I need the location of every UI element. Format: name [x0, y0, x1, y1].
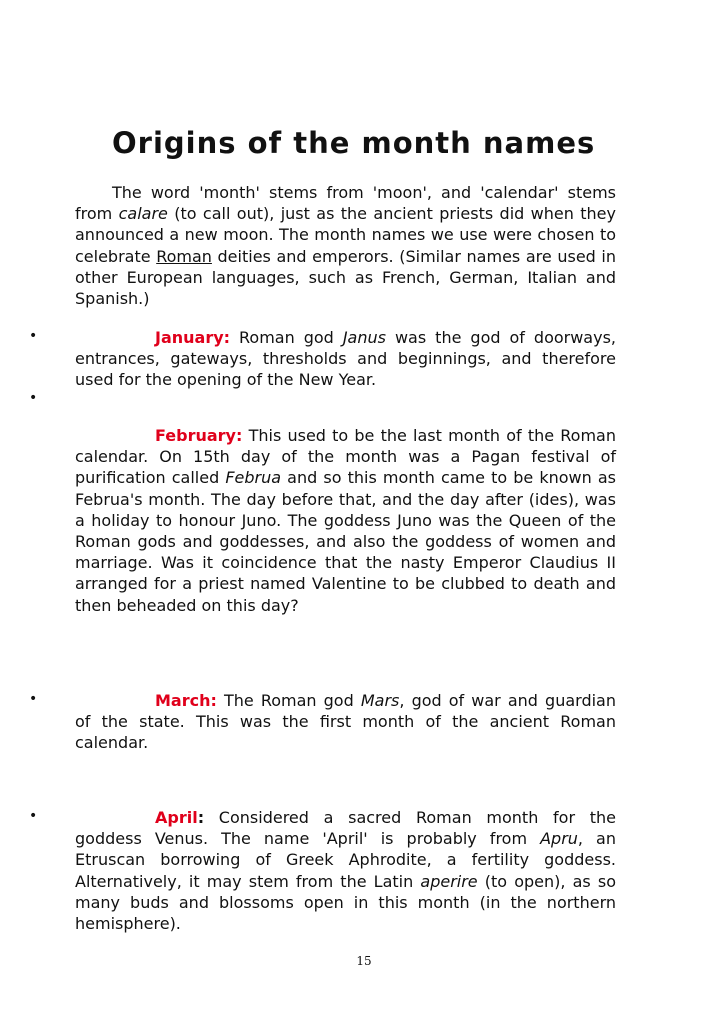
month-italic: Apru [540, 829, 578, 849]
intro-underlined-roman: Roman [156, 246, 212, 266]
month-text: , god of war and guardian of the state. This was the first month of the ancient Roman calendar. [75, 691, 616, 753]
bullet-march: • [29, 691, 38, 707]
month-italic: Februa [225, 468, 282, 488]
month-italic: Mars [360, 691, 400, 710]
month-name-april: April [155, 808, 198, 827]
month-italic: aperire [420, 871, 478, 891]
month-text: Roman god [230, 328, 343, 347]
month-name-march: March: [155, 691, 217, 710]
month-text: The Roman god [216, 691, 361, 710]
month-april [75, 807, 616, 934]
month-name-february: February: [155, 426, 243, 445]
month-italic: Janus [342, 328, 386, 347]
month-january [75, 327, 616, 391]
intro-paragraph [75, 182, 616, 309]
month-name-january: January: [155, 328, 231, 347]
bullet-empty: • [29, 390, 38, 406]
month-text: and so this month came to be known as Februa's month. The day before that, and the day after (ides), was a holiday to honour Juno. The goddess Juno was the Queen of the Roman gods and goddesses, and also the goddess of women and marriage. Was it coincidence that the nasty Emperor Claudius II arranged for a priest named Valentine to be clubbed to death and then beheaded on this day? [75, 468, 616, 615]
month-colon: : [197, 808, 205, 827]
intro-italic-calare: calare [118, 204, 168, 224]
month-text: (to open), as so many buds and blossoms open in this month (in the northern hemisphere). [75, 871, 616, 934]
bullet-january: • [29, 328, 38, 344]
month-february [75, 425, 616, 616]
month-text: , an Etruscan borrowing of Greek Aphrodite, a fertility goddess. Alternatively, it may stem from the Latin [75, 829, 616, 891]
month-march [75, 690, 616, 754]
page-title: Origins of the month names [112, 126, 596, 160]
intro-text: The word 'month' stems from 'moon', and 'calendar' stems from [75, 183, 616, 224]
month-text: was the god of doorways, entrances, gateways, thresholds and beginnings, and therefore used for the opening of the New Year. [75, 328, 617, 390]
bullet-april: • [29, 808, 38, 824]
month-text: This used to be the last month of the Roman calendar. On 15th day of the month was a Pagan festival of purification called [75, 426, 616, 488]
page-number: 15 [356, 954, 372, 968]
intro-text: (to call out), just as the ancient priests did when they announced a new moon. The month names we use were chosen to celebrate [75, 204, 616, 266]
month-text: Considered a sacred Roman month for the goddess Venus. The name 'April' is probably from [75, 808, 616, 849]
intro-text: deities and emperors. (Similar names are used in other European languages, such as French, German, Italian and Spanish.) [75, 246, 617, 309]
